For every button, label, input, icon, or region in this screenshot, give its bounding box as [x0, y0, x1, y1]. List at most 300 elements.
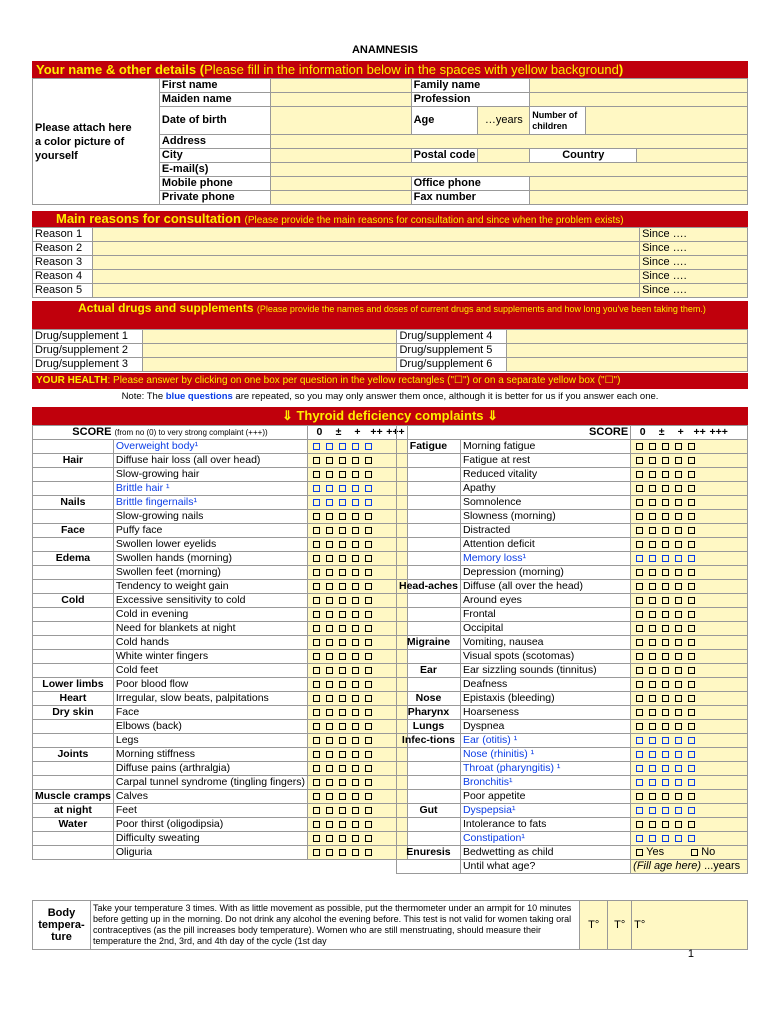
score-checkbox[interactable]	[636, 709, 643, 716]
score-checkbox[interactable]	[339, 569, 346, 576]
score-checkbox[interactable]	[636, 569, 643, 576]
score-checkbox[interactable]	[636, 541, 643, 548]
score-checkbox[interactable]	[326, 807, 333, 814]
fax-field[interactable]	[530, 191, 748, 205]
score-checkbox[interactable]	[365, 751, 372, 758]
score-checkbox[interactable]	[688, 751, 695, 758]
score-checkbox[interactable]	[649, 681, 656, 688]
score-checkbox[interactable]	[339, 765, 346, 772]
score-checkbox[interactable]	[326, 611, 333, 618]
score-checkbox[interactable]	[313, 555, 320, 562]
score-checkbox[interactable]	[313, 681, 320, 688]
score-checkbox[interactable]	[688, 737, 695, 744]
drug-field[interactable]	[507, 344, 748, 358]
email-field[interactable]	[271, 163, 748, 177]
score-checkbox[interactable]	[675, 835, 682, 842]
score-checkbox[interactable]	[662, 723, 669, 730]
score-checkbox[interactable]	[662, 709, 669, 716]
score-checkbox[interactable]	[649, 513, 656, 520]
score-checkbox[interactable]	[365, 667, 372, 674]
score-checkbox[interactable]	[649, 625, 656, 632]
score-checkbox[interactable]	[675, 471, 682, 478]
score-checkbox[interactable]	[675, 611, 682, 618]
score-checkbox[interactable]	[688, 779, 695, 786]
score-checkbox[interactable]	[313, 765, 320, 772]
score-checkbox[interactable]	[326, 527, 333, 534]
score-checkbox[interactable]	[326, 821, 333, 828]
drug-field[interactable]	[507, 358, 748, 372]
score-checkbox[interactable]	[339, 583, 346, 590]
score-checkbox[interactable]	[352, 597, 359, 604]
score-checkbox[interactable]	[688, 555, 695, 562]
score-checkbox[interactable]	[352, 793, 359, 800]
score-checkbox[interactable]	[365, 849, 372, 856]
reason-field[interactable]	[92, 270, 639, 284]
score-checkbox[interactable]	[352, 569, 359, 576]
score-checkbox[interactable]	[339, 513, 346, 520]
score-checkbox[interactable]	[326, 457, 333, 464]
score-checkbox[interactable]	[365, 737, 372, 744]
score-checkbox[interactable]	[326, 485, 333, 492]
score-checkbox[interactable]	[662, 527, 669, 534]
score-checkbox[interactable]	[313, 667, 320, 674]
score-checkbox[interactable]	[675, 821, 682, 828]
score-checkbox[interactable]	[326, 695, 333, 702]
score-checkbox[interactable]	[675, 443, 682, 450]
score-checkbox[interactable]	[313, 779, 320, 786]
score-checkbox[interactable]	[326, 513, 333, 520]
score-checkbox[interactable]	[339, 653, 346, 660]
score-checkbox[interactable]	[636, 597, 643, 604]
score-checkbox[interactable]	[675, 667, 682, 674]
score-checkbox[interactable]	[326, 751, 333, 758]
dob-field[interactable]	[271, 107, 411, 135]
score-checkbox[interactable]	[662, 765, 669, 772]
score-checkbox[interactable]	[326, 639, 333, 646]
score-checkbox[interactable]	[313, 821, 320, 828]
score-checkbox[interactable]	[688, 667, 695, 674]
score-checkbox[interactable]	[662, 485, 669, 492]
score-checkbox[interactable]	[352, 737, 359, 744]
score-checkbox[interactable]	[326, 471, 333, 478]
score-checkbox[interactable]	[688, 499, 695, 506]
score-checkbox[interactable]	[675, 541, 682, 548]
score-checkbox[interactable]	[313, 709, 320, 716]
score-checkbox[interactable]	[636, 751, 643, 758]
score-checkbox[interactable]	[352, 555, 359, 562]
score-checkbox[interactable]	[636, 555, 643, 562]
score-checkbox[interactable]	[352, 667, 359, 674]
score-checkbox[interactable]	[313, 527, 320, 534]
score-checkbox[interactable]	[649, 471, 656, 478]
score-checkbox[interactable]	[352, 443, 359, 450]
score-checkbox[interactable]	[365, 513, 372, 520]
reason-since-field[interactable]: Since ….	[640, 256, 748, 270]
score-checkbox[interactable]	[649, 709, 656, 716]
score-checkbox[interactable]	[352, 639, 359, 646]
score-checkbox[interactable]	[649, 555, 656, 562]
score-checkbox[interactable]	[662, 821, 669, 828]
score-checkbox[interactable]	[675, 569, 682, 576]
score-checkbox[interactable]	[313, 737, 320, 744]
score-checkbox[interactable]	[326, 737, 333, 744]
score-checkbox[interactable]	[649, 653, 656, 660]
score-checkbox[interactable]	[313, 443, 320, 450]
no-checkbox[interactable]	[691, 849, 698, 856]
score-checkbox[interactable]	[326, 443, 333, 450]
score-checkbox[interactable]	[649, 793, 656, 800]
score-checkbox[interactable]	[688, 485, 695, 492]
score-checkbox[interactable]	[352, 807, 359, 814]
score-checkbox[interactable]	[352, 625, 359, 632]
score-checkbox[interactable]	[636, 653, 643, 660]
score-checkbox[interactable]	[688, 807, 695, 814]
score-checkbox[interactable]	[365, 457, 372, 464]
score-checkbox[interactable]	[352, 681, 359, 688]
score-checkbox[interactable]	[688, 821, 695, 828]
score-checkbox[interactable]	[688, 443, 695, 450]
score-checkbox[interactable]	[365, 569, 372, 576]
score-checkbox[interactable]	[365, 779, 372, 786]
score-checkbox[interactable]	[339, 723, 346, 730]
score-checkbox[interactable]	[365, 527, 372, 534]
score-checkbox[interactable]	[675, 513, 682, 520]
reason-since-field[interactable]: Since ….	[640, 284, 748, 298]
maiden-name-field[interactable]	[271, 93, 411, 107]
score-checkbox[interactable]	[352, 779, 359, 786]
score-checkbox[interactable]	[326, 541, 333, 548]
score-checkbox[interactable]	[675, 709, 682, 716]
drug-field[interactable]	[142, 330, 397, 344]
score-checkbox[interactable]	[339, 793, 346, 800]
score-checkbox[interactable]	[675, 723, 682, 730]
score-checkbox[interactable]	[662, 625, 669, 632]
score-checkbox[interactable]	[649, 737, 656, 744]
score-checkbox[interactable]	[339, 471, 346, 478]
office-field[interactable]	[530, 177, 748, 191]
score-checkbox[interactable]	[326, 653, 333, 660]
score-checkbox[interactable]	[352, 821, 359, 828]
score-checkbox[interactable]	[326, 723, 333, 730]
score-checkbox[interactable]	[649, 527, 656, 534]
score-checkbox[interactable]	[365, 709, 372, 716]
drug-field[interactable]	[507, 330, 748, 344]
score-checkbox[interactable]	[352, 513, 359, 520]
score-checkbox[interactable]	[662, 737, 669, 744]
score-checkbox[interactable]	[636, 779, 643, 786]
score-checkbox[interactable]	[352, 499, 359, 506]
score-checkbox[interactable]	[313, 457, 320, 464]
score-checkbox[interactable]	[339, 709, 346, 716]
score-checkbox[interactable]	[326, 793, 333, 800]
score-checkbox[interactable]	[675, 625, 682, 632]
score-checkbox[interactable]	[339, 667, 346, 674]
score-checkbox[interactable]	[352, 765, 359, 772]
score-checkbox[interactable]	[636, 513, 643, 520]
score-checkbox[interactable]	[675, 779, 682, 786]
score-checkbox[interactable]	[352, 485, 359, 492]
score-checkbox[interactable]	[326, 597, 333, 604]
score-checkbox[interactable]	[675, 457, 682, 464]
score-checkbox[interactable]	[688, 569, 695, 576]
reason-field[interactable]	[92, 284, 639, 298]
score-checkbox[interactable]	[326, 765, 333, 772]
score-checkbox[interactable]	[365, 625, 372, 632]
score-checkbox[interactable]	[339, 555, 346, 562]
score-checkbox[interactable]	[636, 737, 643, 744]
score-checkbox[interactable]	[636, 793, 643, 800]
score-checkbox[interactable]	[675, 793, 682, 800]
score-checkbox[interactable]	[313, 793, 320, 800]
score-checkbox[interactable]	[352, 583, 359, 590]
score-checkbox[interactable]	[313, 513, 320, 520]
score-checkbox[interactable]	[352, 751, 359, 758]
score-checkbox[interactable]	[339, 779, 346, 786]
score-checkbox[interactable]	[339, 821, 346, 828]
score-checkbox[interactable]	[339, 849, 346, 856]
score-checkbox[interactable]	[649, 751, 656, 758]
score-checkbox[interactable]	[662, 597, 669, 604]
score-checkbox[interactable]	[339, 527, 346, 534]
score-checkbox[interactable]	[313, 471, 320, 478]
score-checkbox[interactable]	[636, 611, 643, 618]
score-checkbox[interactable]	[636, 821, 643, 828]
score-checkbox[interactable]	[339, 541, 346, 548]
score-checkbox[interactable]	[649, 611, 656, 618]
score-checkbox[interactable]	[365, 821, 372, 828]
family-name-field[interactable]	[530, 79, 748, 93]
score-checkbox[interactable]	[649, 695, 656, 702]
score-checkbox[interactable]	[313, 695, 320, 702]
score-checkbox[interactable]	[313, 499, 320, 506]
score-checkbox[interactable]	[636, 443, 643, 450]
score-checkbox[interactable]	[352, 835, 359, 842]
first-name-field[interactable]	[271, 79, 411, 93]
score-checkbox[interactable]	[662, 653, 669, 660]
score-checkbox[interactable]	[649, 723, 656, 730]
score-checkbox[interactable]	[313, 723, 320, 730]
score-checkbox[interactable]	[365, 485, 372, 492]
score-checkbox[interactable]	[636, 835, 643, 842]
score-checkbox[interactable]	[326, 849, 333, 856]
score-checkbox[interactable]	[649, 639, 656, 646]
score-checkbox[interactable]	[339, 611, 346, 618]
score-checkbox[interactable]	[326, 667, 333, 674]
score-checkbox[interactable]	[649, 765, 656, 772]
score-checkbox[interactable]	[636, 485, 643, 492]
score-checkbox[interactable]	[313, 807, 320, 814]
score-checkbox[interactable]	[688, 723, 695, 730]
score-checkbox[interactable]	[339, 681, 346, 688]
score-checkbox[interactable]	[688, 457, 695, 464]
score-checkbox[interactable]	[662, 541, 669, 548]
score-checkbox[interactable]	[636, 681, 643, 688]
score-checkbox[interactable]	[339, 597, 346, 604]
score-checkbox[interactable]	[675, 751, 682, 758]
score-checkbox[interactable]	[365, 835, 372, 842]
score-checkbox[interactable]	[339, 639, 346, 646]
score-checkbox[interactable]	[649, 667, 656, 674]
score-checkbox[interactable]	[313, 485, 320, 492]
score-checkbox[interactable]	[649, 821, 656, 828]
score-checkbox[interactable]	[352, 457, 359, 464]
city-field[interactable]	[271, 149, 411, 163]
score-checkbox[interactable]	[365, 583, 372, 590]
reason-since-field[interactable]: Since ….	[640, 228, 748, 242]
temperature-day2-field[interactable]: T°	[608, 901, 632, 950]
reason-since-field[interactable]: Since ….	[640, 242, 748, 256]
score-checkbox[interactable]	[365, 793, 372, 800]
score-checkbox[interactable]	[313, 597, 320, 604]
score-checkbox[interactable]	[675, 695, 682, 702]
score-checkbox[interactable]	[662, 807, 669, 814]
score-checkbox[interactable]	[352, 527, 359, 534]
score-checkbox[interactable]	[662, 457, 669, 464]
score-checkbox[interactable]	[636, 471, 643, 478]
score-checkbox[interactable]	[313, 611, 320, 618]
score-checkbox[interactable]	[662, 751, 669, 758]
score-checkbox[interactable]	[313, 625, 320, 632]
score-checkbox[interactable]	[649, 597, 656, 604]
score-checkbox[interactable]	[636, 583, 643, 590]
score-checkbox[interactable]	[352, 471, 359, 478]
score-checkbox[interactable]	[649, 583, 656, 590]
drug-field[interactable]	[142, 344, 397, 358]
score-checkbox[interactable]	[365, 443, 372, 450]
temperature-day3-field[interactable]: T°	[632, 901, 748, 950]
score-checkbox[interactable]	[675, 653, 682, 660]
score-checkbox[interactable]	[365, 723, 372, 730]
score-checkbox[interactable]	[662, 667, 669, 674]
score-checkbox[interactable]	[688, 709, 695, 716]
score-checkbox[interactable]	[675, 485, 682, 492]
score-checkbox[interactable]	[636, 807, 643, 814]
score-checkbox[interactable]	[365, 807, 372, 814]
score-checkbox[interactable]	[649, 485, 656, 492]
score-checkbox[interactable]	[688, 681, 695, 688]
score-checkbox[interactable]	[688, 653, 695, 660]
score-checkbox[interactable]	[313, 653, 320, 660]
score-checkbox[interactable]	[326, 779, 333, 786]
yes-checkbox[interactable]	[636, 849, 643, 856]
score-checkbox[interactable]	[662, 583, 669, 590]
score-checkbox[interactable]	[649, 541, 656, 548]
score-checkbox[interactable]	[675, 583, 682, 590]
address-field[interactable]	[271, 135, 748, 149]
score-checkbox[interactable]	[636, 499, 643, 506]
score-checkbox[interactable]	[636, 765, 643, 772]
score-checkbox[interactable]	[313, 541, 320, 548]
score-checkbox[interactable]	[688, 471, 695, 478]
score-checkbox[interactable]	[675, 527, 682, 534]
postal-code-field[interactable]	[478, 149, 530, 163]
score-checkbox[interactable]	[339, 737, 346, 744]
private-phone-field[interactable]	[271, 191, 411, 205]
score-checkbox[interactable]	[339, 835, 346, 842]
score-checkbox[interactable]	[675, 737, 682, 744]
score-checkbox[interactable]	[326, 555, 333, 562]
score-checkbox[interactable]	[339, 485, 346, 492]
score-checkbox[interactable]	[649, 835, 656, 842]
score-checkbox[interactable]	[365, 541, 372, 548]
score-checkbox[interactable]	[636, 457, 643, 464]
score-checkbox[interactable]	[352, 723, 359, 730]
mobile-field[interactable]	[271, 177, 411, 191]
score-checkbox[interactable]	[688, 583, 695, 590]
age-years-field[interactable]: ...years	[704, 860, 741, 872]
score-checkbox[interactable]	[662, 471, 669, 478]
score-checkbox[interactable]	[636, 639, 643, 646]
score-checkbox[interactable]	[365, 499, 372, 506]
score-checkbox[interactable]	[688, 695, 695, 702]
reason-field[interactable]	[92, 228, 639, 242]
score-checkbox[interactable]	[688, 541, 695, 548]
score-checkbox[interactable]	[688, 639, 695, 646]
score-checkbox[interactable]	[352, 695, 359, 702]
score-checkbox[interactable]	[636, 695, 643, 702]
score-checkbox[interactable]	[352, 653, 359, 660]
score-checkbox[interactable]	[636, 723, 643, 730]
drug-field[interactable]	[142, 358, 397, 372]
score-checkbox[interactable]	[662, 513, 669, 520]
score-checkbox[interactable]	[649, 499, 656, 506]
score-checkbox[interactable]	[365, 471, 372, 478]
score-checkbox[interactable]	[675, 597, 682, 604]
score-checkbox[interactable]	[662, 793, 669, 800]
score-checkbox[interactable]	[365, 639, 372, 646]
score-checkbox[interactable]	[365, 611, 372, 618]
score-checkbox[interactable]	[675, 555, 682, 562]
score-checkbox[interactable]	[339, 751, 346, 758]
score-checkbox[interactable]	[688, 765, 695, 772]
score-checkbox[interactable]	[352, 541, 359, 548]
score-checkbox[interactable]	[339, 695, 346, 702]
score-checkbox[interactable]	[662, 569, 669, 576]
score-checkbox[interactable]	[688, 597, 695, 604]
country-field[interactable]	[637, 149, 748, 163]
score-checkbox[interactable]	[688, 835, 695, 842]
score-checkbox[interactable]	[352, 709, 359, 716]
score-checkbox[interactable]	[636, 667, 643, 674]
reason-field[interactable]	[92, 242, 639, 256]
score-checkbox[interactable]	[662, 499, 669, 506]
score-checkbox[interactable]	[365, 681, 372, 688]
score-checkbox[interactable]	[339, 807, 346, 814]
score-checkbox[interactable]	[313, 751, 320, 758]
score-checkbox[interactable]	[675, 807, 682, 814]
score-checkbox[interactable]	[662, 835, 669, 842]
children-field[interactable]	[586, 107, 748, 135]
score-checkbox[interactable]	[352, 849, 359, 856]
score-checkbox[interactable]	[313, 835, 320, 842]
temperature-day1-field[interactable]: T°	[580, 901, 608, 950]
score-checkbox[interactable]	[313, 849, 320, 856]
score-checkbox[interactable]	[365, 765, 372, 772]
score-checkbox[interactable]	[365, 597, 372, 604]
score-checkbox[interactable]	[675, 499, 682, 506]
score-checkbox[interactable]	[326, 625, 333, 632]
score-checkbox[interactable]	[649, 779, 656, 786]
score-checkbox[interactable]	[326, 681, 333, 688]
score-checkbox[interactable]	[662, 779, 669, 786]
score-checkbox[interactable]	[649, 807, 656, 814]
score-checkbox[interactable]	[662, 611, 669, 618]
score-checkbox[interactable]	[636, 527, 643, 534]
score-checkbox[interactable]	[688, 625, 695, 632]
score-checkbox[interactable]	[662, 639, 669, 646]
score-checkbox[interactable]	[675, 681, 682, 688]
score-checkbox[interactable]	[649, 457, 656, 464]
